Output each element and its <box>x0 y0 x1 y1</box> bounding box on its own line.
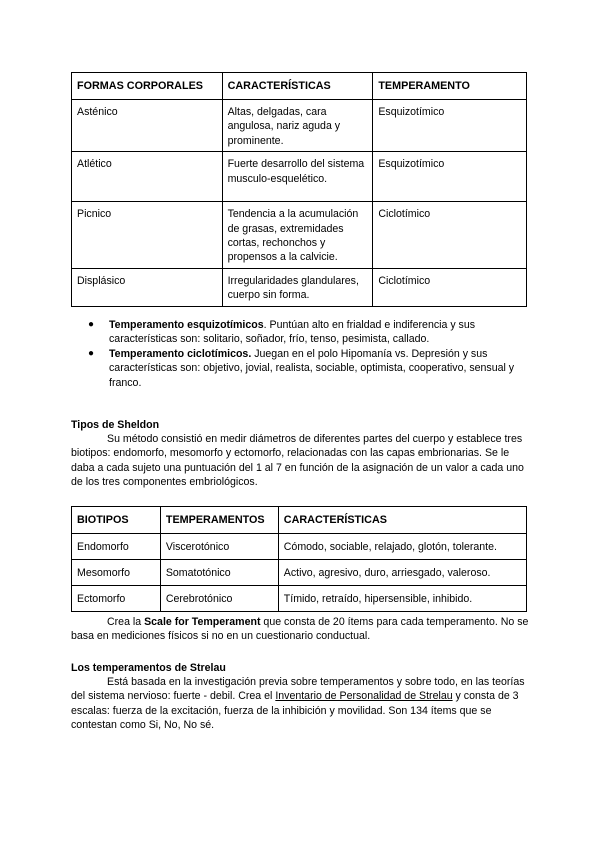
table-header-cell: CARACTERÍSTICAS <box>278 507 526 534</box>
table-cell: Ciclotímico <box>373 202 527 269</box>
bullet-icon: ● <box>88 347 95 359</box>
table-row <box>72 268 527 306</box>
table-cell: Cerebrotónico <box>160 586 278 612</box>
table-row <box>72 560 527 586</box>
sheldon-paragraph: Su método consistió en medir diámetros de diferentes partes del cuerpo y establece tres biotipos: endomorfo, mesomorfo y ectomorfo, relacionadas con las capas embrionarias. Se le daba a cada sujeto una puntuación del 1 al 7 en función de la asignación de un valor a cada uno de los tres componentes embriológicos. <box>71 433 524 489</box>
section-title-sheldon: Tipos de Sheldon <box>71 419 160 431</box>
table-cell: Cómodo, sociable, relajado, glotón, tolerante. <box>278 534 526 560</box>
table-cell: Somatotónico <box>160 560 278 586</box>
table-cell: Picnico <box>72 202 223 269</box>
section-title-strelau: Los temperamentos de Strelau <box>71 662 226 674</box>
table-header-cell: FORMAS CORPORALES <box>72 73 223 100</box>
table-cell: Ciclotímico <box>373 268 527 306</box>
bullet-text: Juegan en el polo Hipomanía vs. Depresión y sus características son: objetivo, jovial, realista, sociable, optimista, cooperativo, sensual y franco. <box>109 347 515 389</box>
table-cell: Mesomorfo <box>72 560 161 586</box>
table-cell: Atlético <box>72 152 223 202</box>
table-header-row <box>72 73 527 100</box>
scale-name: Scale for Temperament <box>144 616 261 628</box>
table-row <box>72 202 527 269</box>
table-row <box>72 152 527 202</box>
table-cell: Esquizotímico <box>373 152 527 202</box>
table-cell: Displásico <box>72 268 223 306</box>
table-header-cell: TEMPERAMENTOS <box>160 507 278 534</box>
bullet-text: . Puntúan alto en frialdad e indiferencia y sus características son: solitario, soñador, frío, tenso, pesimista, callado. <box>109 319 476 346</box>
table-cell: Esquizotímico <box>373 100 527 152</box>
table-cell: Irregularidades glandulares, cuerpo sin forma. <box>222 268 373 306</box>
table-cell: Tendencia a la acumulación de grasas, extremidades cortas, rechonchos y propensos a la calvicie. <box>222 202 373 269</box>
bullet-bold-term: Temperamento ciclotímicos. <box>109 347 252 360</box>
table-header-cell: CARACTERÍSTICAS <box>222 73 373 100</box>
bullet-bold-term: Temperamento esquizotímicos <box>109 319 264 331</box>
table-cell: Endomorfo <box>72 534 161 560</box>
strelau-paragraph: Está basada en la investigación previa sobre temperamentos y sobre todo, en las teorías del sistema nervioso: fuerte - debil. Crea el Inventario de Personalidad de Strelau y consta de 3 escalas: fuerza de la excitación, fuerza de la inhibición y movilidad. Son 134 ítems que se contestan como Si, No, No sé. <box>71 676 525 732</box>
table-header-cell: BIOTIPOS <box>72 507 161 534</box>
table-cell: Altas, delgadas, cara angulosa, nariz aguda y prominente. <box>222 100 373 152</box>
table-cell: Fuerte desarrollo del sistema musculo-esquelético. <box>222 152 373 202</box>
bullet-icon: ● <box>88 319 95 330</box>
list-item <box>71 318 531 347</box>
table-row <box>72 534 527 560</box>
list-item <box>71 347 531 390</box>
scale-paragraph: Crea la Scale for Temperament que consta de 20 ítems para cada temperamento. No se basa en mediciones físicos si no en un cuestionario conductual. <box>71 616 529 643</box>
strelau-inventory-link[interactable]: Inventario de Personalidad de Strelau <box>275 690 453 703</box>
table-header-row <box>72 507 527 534</box>
temperament-bullet-list <box>71 318 531 390</box>
biotypes-table <box>71 506 527 612</box>
table-cell: Viscerotónico <box>160 534 278 560</box>
body-types-table <box>71 72 527 307</box>
table-header-cell: TEMPERAMENTO <box>373 73 527 100</box>
table-cell: Asténico <box>72 100 223 152</box>
table-cell: Tímido, retraído, hipersensible, inhibido. <box>278 586 526 612</box>
table-cell: Activo, agresivo, duro, arriesgado, valeroso. <box>278 560 526 586</box>
table-row <box>72 100 527 152</box>
table-row <box>72 586 527 612</box>
table-cell: Ectomorfo <box>72 586 161 612</box>
